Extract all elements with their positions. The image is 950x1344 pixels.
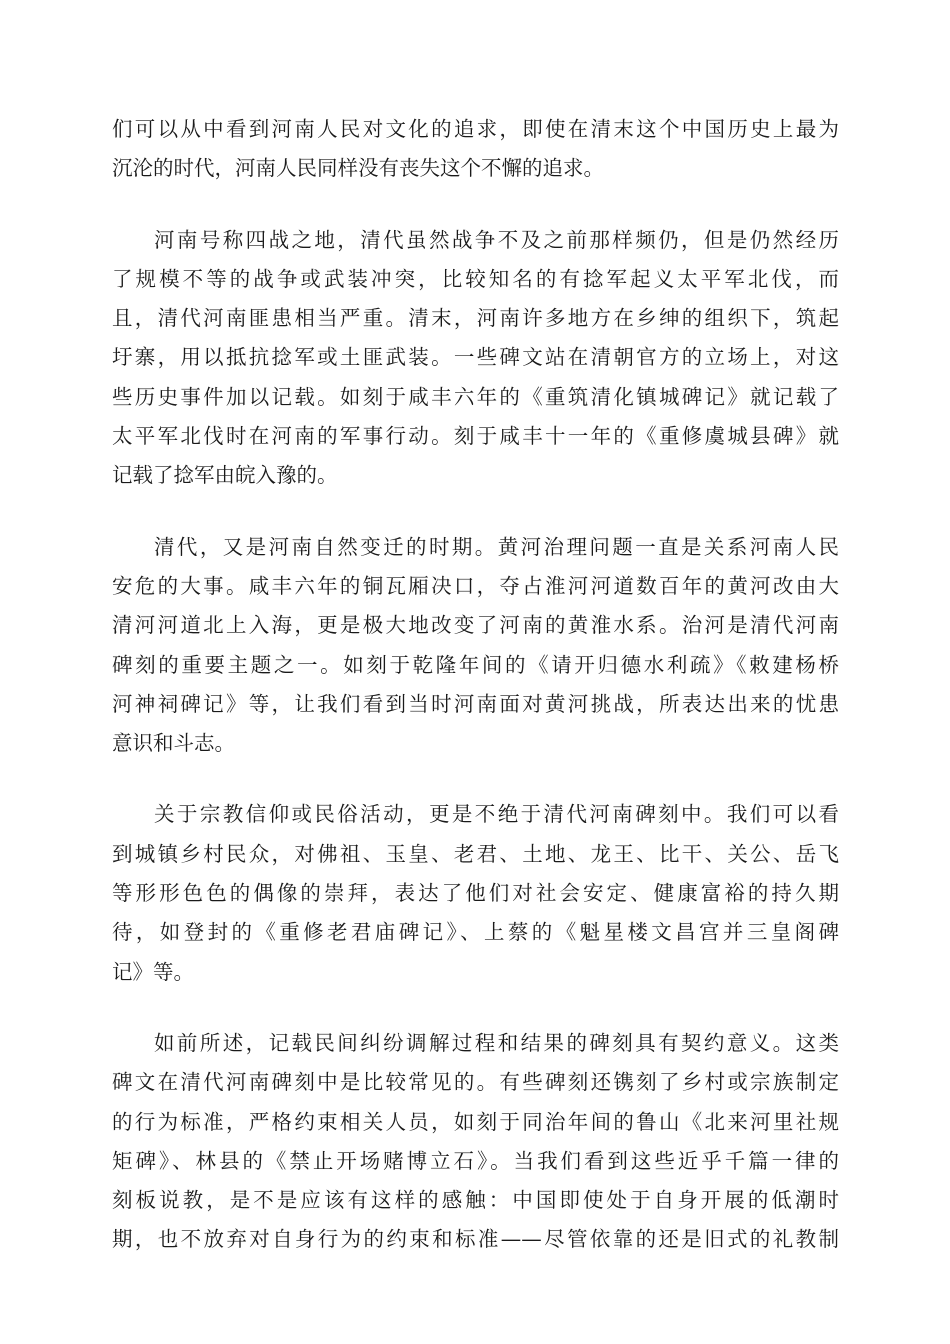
text-line: 碑文在清代河南碑刻中是比较常见的。有些碑刻还镌刻了乡村或宗族制定 (112, 1070, 839, 1095)
text-line: 记载了捻军由皖入豫的。 (112, 463, 338, 488)
text-line: 且，清代河南匪患相当严重。清末，河南许多地方在乡绅的组织下，筑起 (112, 306, 839, 331)
paragraph-3 (112, 528, 839, 764)
paragraph-5 (112, 1024, 839, 1260)
text-line: 河南号称四战之地，清代虽然战争不及之前那样频仍，但是仍然经历 (154, 227, 839, 252)
text-line: 意识和斗志。 (112, 731, 235, 756)
text-line: 如前所述，记载民间纠纷调解过程和结果的碑刻具有契约意义。这类 (154, 1030, 839, 1055)
paragraph-2 (112, 221, 839, 496)
text-line: 太平军北伐时在河南的军事行动。刻于咸丰十一年的《重修虞城县碑》就 (112, 424, 839, 449)
paragraph-4 (112, 795, 839, 991)
paragraph-1 (112, 110, 839, 189)
text-line: 期，也不放弃对自身行为的约束和标准——尽管依靠的还是旧式的礼教制 (112, 1227, 839, 1252)
text-line: 碑刻的重要主题之一。如刻于乾隆年间的《请开归德水利疏》《敕建杨桥 (112, 652, 839, 677)
text-line: 圩寨，用以抵抗捻军或土匪武装。一些碑文站在清朝官方的立场上，对这 (112, 345, 839, 370)
document-page (112, 110, 839, 1292)
text-line: 沉沦的时代，河南人民同样没有丧失这个不懈的追求。 (112, 156, 604, 181)
text-line: 到城镇乡村民众，对佛祖、玉皇、老君、土地、龙王、比干、关公、岳飞 (112, 841, 839, 866)
text-line: 了规模不等的战争或武装冲突，比较知名的有捻军起义太平军北伐，而 (112, 266, 839, 291)
text-line: 安危的大事。咸丰六年的铜瓦厢决口，夺占淮河河道数百年的黄河改由大 (112, 573, 839, 598)
text-line: 刻板说教，是不是应该有这样的感触：中国即使处于自身开展的低潮时 (112, 1188, 839, 1213)
text-line: 待，如登封的《重修老君庙碑记》、上蔡的《魁星楼文昌宫并三皇阁碑 (112, 920, 839, 945)
text-line: 等形形色色的偶像的崇拜，表达了他们对社会安定、健康富裕的持久期 (112, 881, 839, 906)
text-line: 清代，又是河南自然变迁的时期。黄河治理问题一直是关系河南人民 (154, 534, 839, 559)
text-line: 些历史事件加以记载。如刻于咸丰六年的《重筑清化镇城碑记》就记载了 (112, 384, 839, 409)
text-line: 河神祠碑记》等，让我们看到当时河南面对黄河挑战，所表达出来的忧患 (112, 691, 839, 716)
text-line: 们可以从中看到河南人民对文化的追求，即使在清末这个中国历史上最为 (112, 117, 839, 141)
text-line: 记》等。 (112, 959, 194, 984)
text-line: 矩碑》、林县的《禁止开场赌博立石》。当我们看到这些近乎千篇一律的 (112, 1148, 839, 1173)
text-line: 清河河道北上入海，更是极大地改变了河南的黄淮水系。治河是清代河南 (112, 613, 839, 638)
text-line: 的行为标准，严格约束相关人员，如刻于同治年间的鲁山《北来河里社规 (112, 1109, 839, 1134)
text-line: 关于宗教信仰或民俗活动，更是不绝于清代河南碑刻中。我们可以看 (154, 802, 839, 827)
